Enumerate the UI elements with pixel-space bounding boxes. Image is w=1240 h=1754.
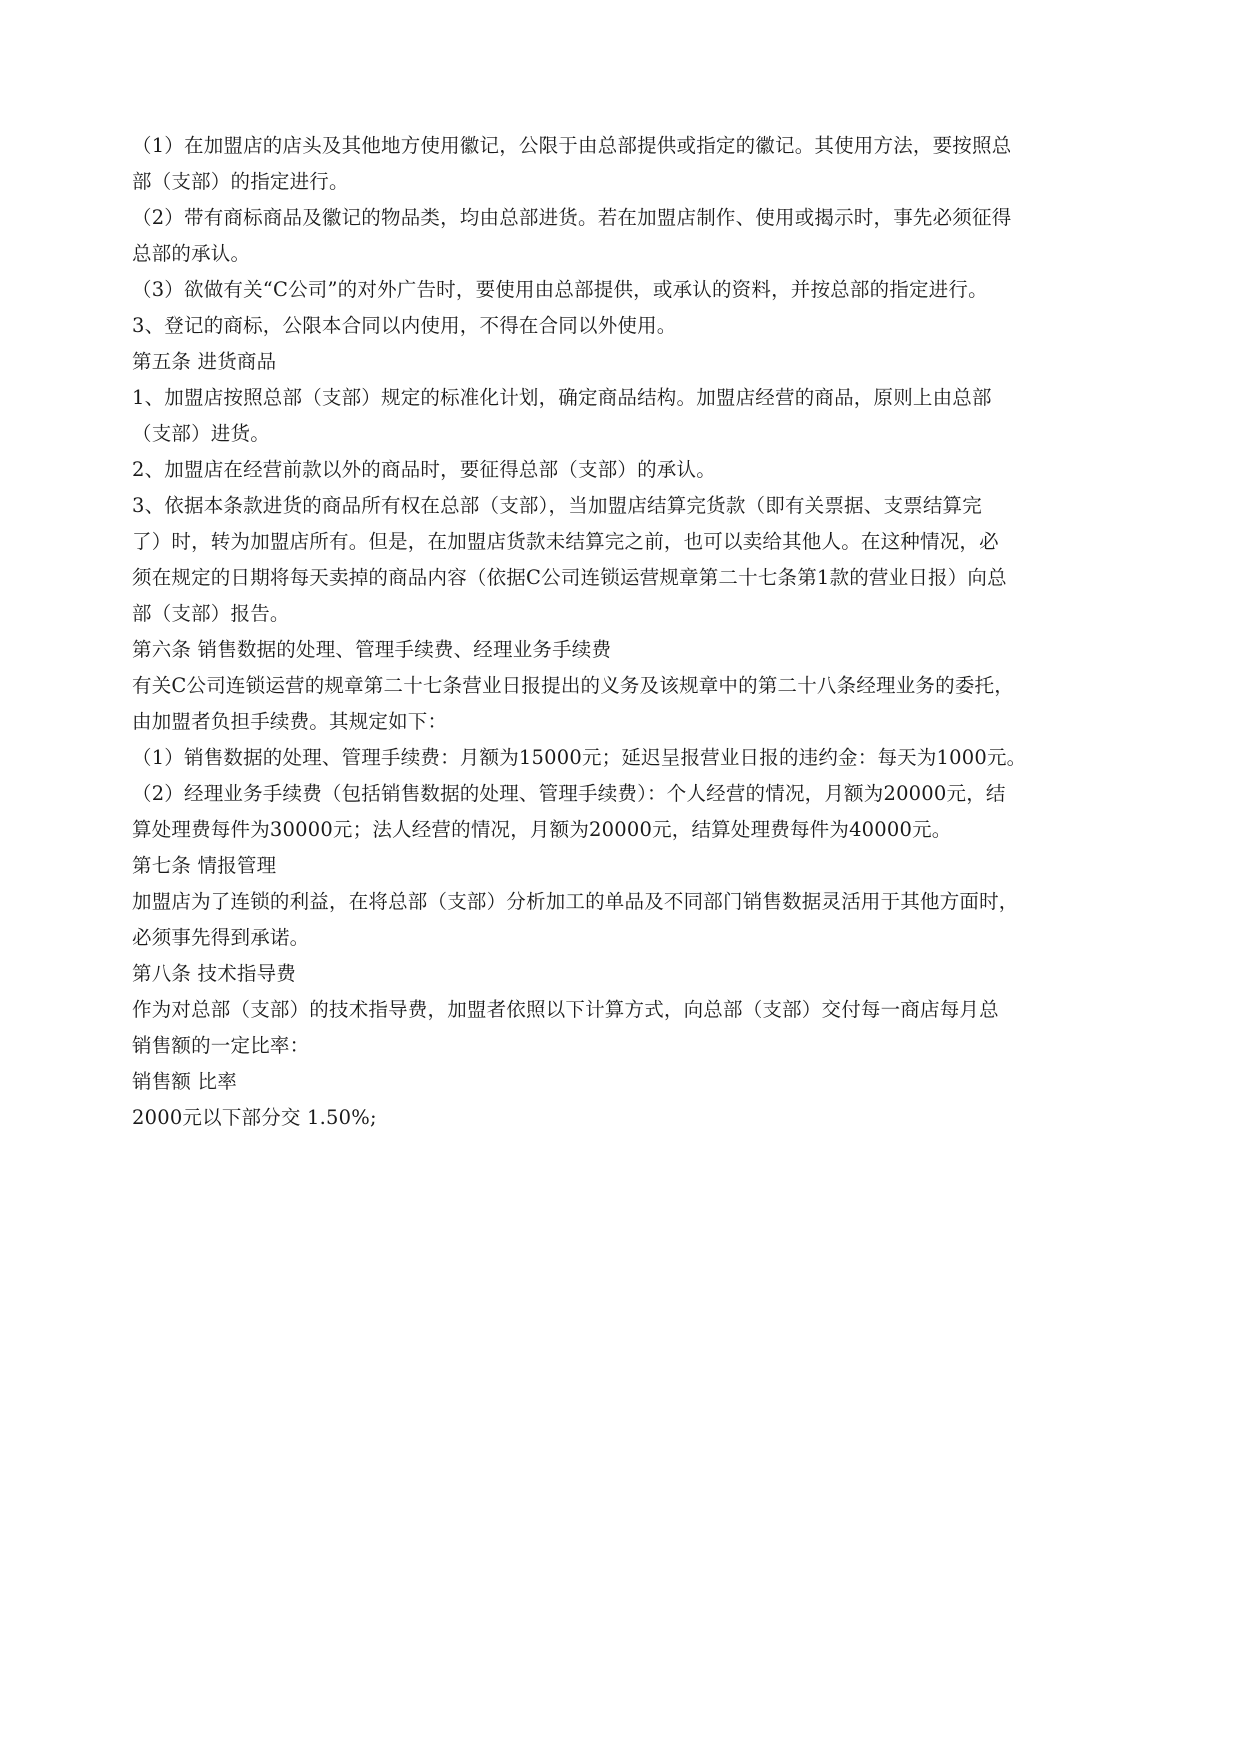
text-line: 必须事先得到承诺。	[132, 926, 310, 949]
text-line: 3、依据本条款进货的商品所有权在总部（支部），当加盟店结算完货款（即有关票据、支票结算完	[132, 494, 982, 517]
section-heading: 第八条 技术指导费	[132, 962, 296, 985]
text-line: 了）时，转为加盟店所有。但是，在加盟店货款未结算完之前，也可以卖给其他人。在这种情况，必	[132, 530, 999, 553]
text-line: （1）销售数据的处理、管理手续费：月额为15000元；延迟呈报营业日报的违约金：每天为1000元。	[132, 746, 1027, 769]
section-heading: 第七条 情报管理	[132, 854, 277, 877]
text-line: 3、登记的商标，公限本合同以内使用，不得在合同以外使用。	[132, 314, 677, 337]
text-line: 须在规定的日期将每天卖掉的商品内容（依据C公司连锁运营规章第二十七条第1款的营业日报）向总	[132, 566, 1007, 589]
text-line: 销售额的一定比率：	[132, 1034, 310, 1057]
text-line: 部（支部）的指定进行。	[132, 170, 349, 193]
text-line: 2、加盟店在经营前款以外的商品时，要征得总部（支部）的承认。	[132, 458, 716, 481]
section-heading: 第五条 进货商品	[132, 350, 277, 373]
text-line: （支部）进货。	[132, 422, 270, 445]
text-line: （1）在加盟店的店头及其他地方使用徽记，公限于由总部提供或指定的徽记。其使用方法，要按照总	[132, 134, 1012, 157]
text-line: 作为对总部（支部）的技术指导费，加盟者依照以下计算方式，向总部（支部）交付每一商店每月总	[132, 998, 999, 1021]
section-heading: 第六条 销售数据的处理、管理手续费、经理业务手续费	[132, 638, 612, 661]
table-header-line: 销售额 比率	[132, 1070, 237, 1093]
text-line: 部（支部）报告。	[132, 602, 290, 625]
text-line: 1、加盟店按照总部（支部）规定的标准化计划，确定商品结构。加盟店经营的商品，原则上由总部	[132, 386, 992, 409]
text-line: 加盟店为了连锁的利益，在将总部（支部）分析加工的单品及不同部门销售数据灵活用于其他方面时，	[132, 890, 1019, 913]
text-line: （2）经理业务手续费（包括销售数据的处理、管理手续费）：个人经营的情况，月额为20000元，结	[132, 782, 1006, 805]
text-line: （2）带有商标商品及徽记的物品类，均由总部进货。若在加盟店制作、使用或揭示时，事先必须征得	[132, 206, 1012, 229]
table-row-line: 2000元以下部分交 1.50%;	[132, 1106, 377, 1129]
text-line: 算处理费每件为30000元；法人经营的情况，月额为20000元，结算处理费每件为40000元。	[132, 818, 952, 841]
text-line: 总部的承认。	[132, 242, 251, 265]
document-body	[132, 128, 1112, 1136]
text-line: 由加盟者负担手续费。其规定如下：	[132, 710, 448, 733]
text-line: （3）欲做有关“C公司”的对外广告时，要使用由总部提供，或承认的资料，并按总部的指定进行。	[132, 278, 988, 301]
text-line: 有关C公司连锁运营的规章第二十七条营业日报提出的义务及该规章中的第二十八条经理业务的委托，	[132, 674, 1014, 697]
